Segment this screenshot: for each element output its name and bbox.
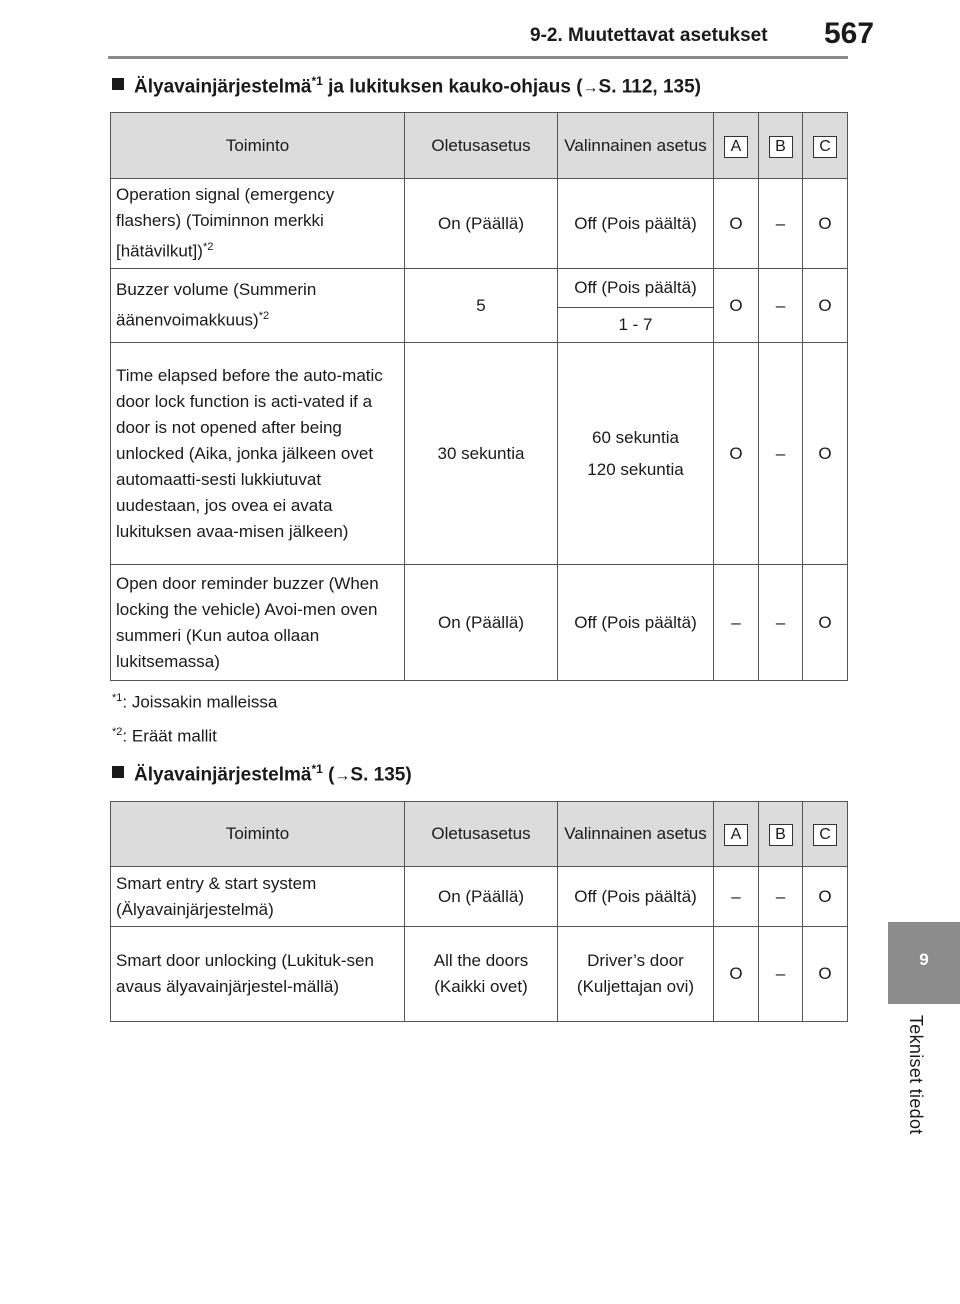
chapter-label: Tekniset tiedot — [906, 1015, 926, 1135]
chapter-number: 9 — [919, 950, 929, 969]
feature-cell: Time elapsed before the auto-matic door lock function is acti-vated if a door is not opened after being unlocked (Aika, jonka jälkeen ovet automaatti-sesti lukkiutuvat uudestaan, jos ovea ei avata lukituksen avaa-misen jälkeen) — [111, 343, 405, 565]
section2-title-rest: ( — [322, 764, 335, 786]
option-cell: Off (Pois päältä) — [558, 565, 714, 681]
col-header-function: Toiminto — [111, 113, 405, 179]
table-row — [111, 269, 848, 308]
col-header-c — [803, 113, 848, 179]
feature-text: Operation signal (emergency flashers) (Toiminnon merkki [hätävilkut]) — [116, 185, 335, 261]
table-header-row — [111, 802, 848, 867]
letter-b-box: B — [769, 136, 793, 158]
feature-cell: Open door reminder buzzer (When locking the vehicle) Avoi-men oven summeri (Kun autoa ollaan lukitsemassa) — [111, 565, 405, 681]
feature-sup: *2 — [202, 241, 214, 254]
footnote-2 — [112, 726, 217, 747]
footnote-mark: *1 — [112, 692, 123, 704]
section1-title-rest: ja lukituksen kauko-ohjaus ( — [322, 76, 583, 98]
option-cell: Off (Pois päältä) — [558, 867, 714, 927]
a-cell: O — [714, 927, 759, 1022]
letter-a-box: A — [724, 824, 748, 846]
footnote-text: : Eräät mallit — [122, 726, 217, 746]
bullet-square-icon — [112, 78, 124, 90]
settings-table-2 — [110, 801, 848, 1022]
header-divider — [108, 56, 848, 59]
table-header-row — [111, 113, 848, 179]
col-header-a — [714, 113, 759, 179]
b-cell: – — [759, 927, 803, 1022]
col-header-default: Oletusasetus — [405, 802, 558, 867]
a-cell: O — [714, 179, 759, 269]
section-header: 9-2. Muutettavat asetukset — [530, 25, 768, 46]
col-header-function: Toiminto — [111, 802, 405, 867]
default-cell: 30 sekuntia — [405, 343, 558, 565]
table-row — [111, 179, 848, 269]
section2-page-ref: S. 135) — [350, 764, 412, 786]
footnote-mark: *2 — [112, 726, 123, 738]
feature-text: Buzzer volume (Summerin äänenvoimakkuus) — [116, 280, 317, 330]
c-cell: O — [803, 927, 848, 1022]
letter-a-box: A — [724, 136, 748, 158]
b-cell: – — [759, 179, 803, 269]
feature-cell: Smart entry & start system (Älyavainjärjestelmä) — [111, 867, 405, 927]
c-cell: O — [803, 565, 848, 681]
section1-heading — [112, 74, 701, 98]
arrow-right-icon: → — [582, 79, 599, 97]
footnote-text: : Joissakin malleissa — [122, 692, 278, 712]
letter-c-box: C — [813, 824, 837, 846]
default-cell: 5 — [405, 269, 558, 343]
col-header-default: Oletusasetus — [405, 113, 558, 179]
b-cell: – — [759, 269, 803, 343]
option-cell: Off (Pois päältä) — [558, 179, 714, 269]
feature-cell: Smart door unlocking (Lukituk-sen avaus älyavainjärjestel-mällä) — [111, 927, 405, 1022]
col-header-option: Valinnainen asetus — [558, 113, 714, 179]
option-line: 60 sekuntia — [592, 427, 679, 447]
a-cell: O — [714, 269, 759, 343]
c-cell: O — [803, 867, 848, 927]
col-header-a — [714, 802, 759, 867]
default-cell: All the doors (Kaikki ovet) — [405, 927, 558, 1022]
c-cell: O — [803, 269, 848, 343]
table-row — [111, 343, 848, 565]
option-cell — [558, 343, 714, 565]
col-header-b — [759, 802, 803, 867]
c-cell: O — [803, 179, 848, 269]
option-cell: Off (Pois päältä) — [558, 269, 714, 308]
section2-title-sup: *1 — [311, 762, 323, 776]
a-cell: – — [714, 565, 759, 681]
section2-title: Älyavainjärjestelmä — [134, 764, 312, 786]
default-cell: On (Päällä) — [405, 179, 558, 269]
feature-cell — [111, 269, 405, 343]
letter-b-box: B — [769, 824, 793, 846]
footnote-1 — [112, 692, 277, 713]
feature-cell — [111, 179, 405, 269]
section2-heading — [112, 762, 412, 786]
option-cell: Driver’s door (Kuljettajan ovi) — [558, 927, 714, 1022]
settings-table-1 — [110, 112, 848, 681]
b-cell: – — [759, 565, 803, 681]
option-line: 120 sekuntia — [587, 459, 684, 479]
default-cell: On (Päällä) — [405, 867, 558, 927]
table-row — [111, 927, 848, 1022]
a-cell: O — [714, 343, 759, 565]
table-row — [111, 867, 848, 927]
option-cell: 1 - 7 — [558, 308, 714, 343]
b-cell: – — [759, 343, 803, 565]
default-cell: On (Päällä) — [405, 565, 558, 681]
arrow-right-icon: → — [334, 767, 351, 785]
table-row — [111, 565, 848, 681]
b-cell: – — [759, 867, 803, 927]
col-header-c — [803, 802, 848, 867]
bullet-square-icon — [112, 766, 124, 778]
c-cell: O — [803, 343, 848, 565]
col-header-b — [759, 113, 803, 179]
section1-page-ref: S. 112, 135) — [598, 76, 701, 98]
section1-title: Älyavainjärjestelmä — [134, 76, 312, 98]
page-number: 567 — [824, 17, 875, 50]
col-header-option: Valinnainen asetus — [558, 802, 714, 867]
section1-title-sup: *1 — [311, 74, 323, 88]
a-cell: – — [714, 867, 759, 927]
feature-sup: *2 — [258, 310, 270, 323]
letter-c-box: C — [813, 136, 837, 158]
